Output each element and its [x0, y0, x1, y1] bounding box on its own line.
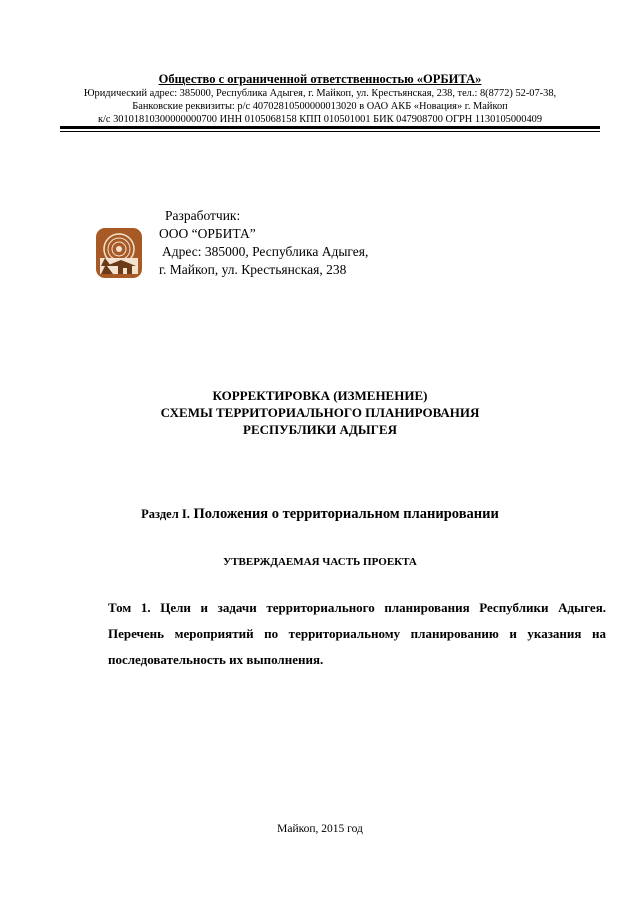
developer-label: Разработчик: — [165, 208, 241, 223]
registration-codes-line: к/с 30101810300000000700 ИНН 0105068158 КПП 010501001 БИК 047908700 ОГРН 1130105000409 — [97, 114, 543, 125]
header-divider-thin — [60, 131, 600, 132]
approved-part-label: УТВЕРЖДАЕМАЯ ЧАСТЬ ПРОЕКТА — [223, 556, 417, 568]
bank-details-line: Банковские реквизиты: р/с 40702810500000013020 в ОАО АКБ «Новация» г. Майкоп — [132, 101, 508, 112]
document-title-line-2: СХЕМЫ ТЕРРИТОРИАЛЬНОГО ПЛАНИРОВАНИЯ — [160, 405, 480, 420]
header-divider-thick — [60, 126, 600, 129]
section-heading — [0, 506, 640, 523]
tree-house-logo-icon — [96, 228, 142, 278]
document-title-line-3: РЕСПУБЛИКИ АДЫГЕЯ — [243, 422, 397, 437]
section-title: Положения о территориальном планировании — [193, 506, 499, 522]
developer-company: ООО “ОРБИТА” — [159, 226, 256, 241]
developer-address-line-2: г. Майкоп, ул. Крестьянская, 238 — [159, 262, 347, 277]
section-number: Раздел I. — [141, 507, 190, 521]
place-and-year: Майкоп, 2015 год — [277, 823, 363, 835]
document-title-line-1: КОРРЕКТИРОВКА (ИЗМЕНЕНИЕ) — [212, 388, 428, 403]
developer-address-line-1: Адрес: 385000, Республика Адыгея, — [162, 244, 369, 259]
organization-name: Общество с ограниченной ответственностью «ОРБИТА» — [158, 72, 482, 86]
legal-address-line: Юридический адрес: 385000, Республика Адыгея, г. Майкоп, ул. Крестьянская, 238, тел.: 8(8772) 52-07-38, — [83, 88, 557, 99]
volume-description: Том 1. Цели и задачи территориального планирования Республики Адыгея. Перечень мероприятий по территориальному планированию и указания на последовательность их выполнения. — [108, 600, 606, 667]
